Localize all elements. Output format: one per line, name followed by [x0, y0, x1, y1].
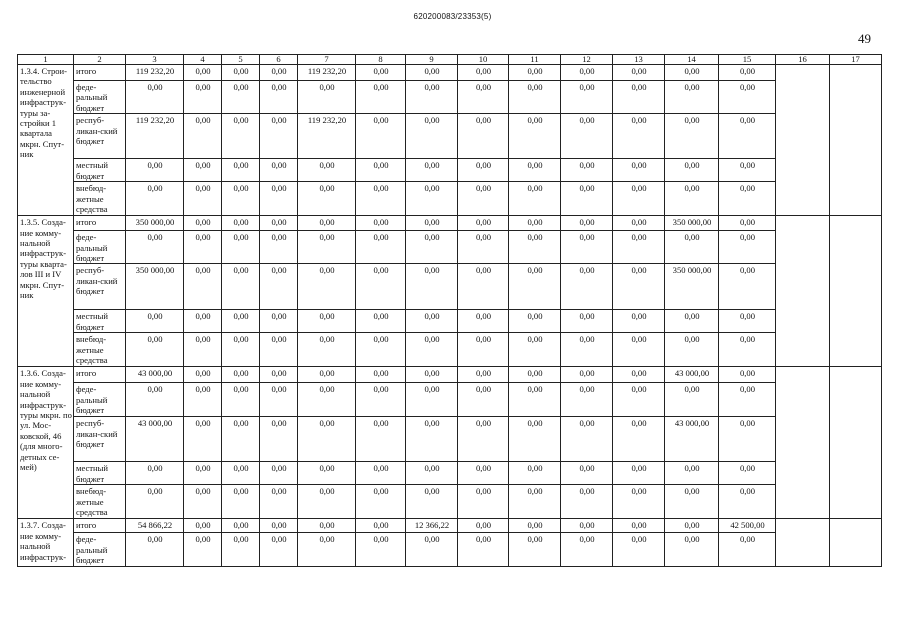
value-cell: 0,00 — [613, 264, 665, 310]
value-cell: 0,00 — [458, 159, 509, 182]
section-title: 1.3.7. Созда-ние комму-нальной инфраструк- — [18, 519, 74, 566]
value-cell: 0,00 — [356, 367, 406, 383]
funding-source: внебюд-жетные средства — [74, 485, 126, 519]
value-cell: 0,00 — [406, 216, 458, 231]
value-cell: 0,00 — [458, 519, 509, 533]
value-cell: 0,00 — [406, 533, 458, 566]
value-cell: 0,00 — [298, 367, 356, 383]
table-row — [18, 264, 882, 310]
funding-source: итого — [74, 519, 126, 533]
value-cell: 0,00 — [561, 383, 613, 417]
value-cell: 0,00 — [613, 114, 665, 159]
funding-source: итого — [74, 367, 126, 383]
column-header: 3 — [126, 55, 184, 65]
value-cell: 0,00 — [719, 264, 776, 310]
section-title: 1.3.6. Созда-ние комму-нальной инфраструк-туры мкрн. по ул. Мос-ковской, 46 (для много-детных се-мей) — [18, 367, 74, 519]
value-cell: 0,00 — [458, 333, 509, 367]
section-title: 1.3.4. Строи-тельство инженерной инфраструк-туры за-стройки 1 квартала мкрн. Спут-ник — [18, 65, 74, 216]
value-cell: 0,00 — [184, 383, 222, 417]
value-cell: 0,00 — [406, 485, 458, 519]
value-cell: 0,00 — [260, 367, 298, 383]
value-cell: 0,00 — [356, 114, 406, 159]
column-header: 5 — [222, 55, 260, 65]
value-cell: 0,00 — [561, 159, 613, 182]
value-cell: 0,00 — [260, 462, 298, 485]
value-cell: 0,00 — [719, 216, 776, 231]
value-cell: 0,00 — [222, 333, 260, 367]
value-cell: 0,00 — [298, 310, 356, 333]
value-cell: 0,00 — [222, 533, 260, 566]
value-cell: 0,00 — [719, 462, 776, 485]
value-cell: 0,00 — [561, 333, 613, 367]
value-cell: 0,00 — [260, 182, 298, 216]
value-cell: 0,00 — [458, 114, 509, 159]
column-header: 17 — [830, 55, 882, 65]
value-cell: 0,00 — [126, 533, 184, 566]
value-cell: 0,00 — [719, 533, 776, 566]
value-cell: 0,00 — [260, 533, 298, 566]
funding-source: местный бюджет — [74, 462, 126, 485]
value-cell: 0,00 — [509, 231, 561, 264]
value-cell: 0,00 — [298, 264, 356, 310]
value-cell: 0,00 — [613, 182, 665, 216]
value-cell: 0,00 — [665, 383, 719, 417]
value-cell: 0,00 — [260, 417, 298, 462]
value-cell: 0,00 — [561, 114, 613, 159]
value-cell: 0,00 — [222, 519, 260, 533]
value-cell: 0,00 — [356, 231, 406, 264]
column-header: 16 — [776, 55, 830, 65]
table-row — [18, 533, 882, 566]
value-cell: 0,00 — [665, 114, 719, 159]
value-cell: 0,00 — [719, 65, 776, 81]
value-cell: 0,00 — [406, 182, 458, 216]
value-cell: 0,00 — [184, 231, 222, 264]
value-cell: 0,00 — [126, 383, 184, 417]
value-cell: 0,00 — [458, 81, 509, 114]
value-cell: 0,00 — [298, 485, 356, 519]
value-cell: 0,00 — [458, 182, 509, 216]
value-cell: 43 000,00 — [665, 417, 719, 462]
value-cell: 0,00 — [126, 310, 184, 333]
value-cell: 0,00 — [184, 519, 222, 533]
column-header: 7 — [298, 55, 356, 65]
value-cell: 12 366,22 — [406, 519, 458, 533]
value-cell: 0,00 — [458, 485, 509, 519]
value-cell: 0,00 — [458, 65, 509, 81]
empty-col-16 — [776, 367, 830, 519]
value-cell: 0,00 — [458, 417, 509, 462]
table-row — [18, 485, 882, 519]
value-cell: 0,00 — [222, 383, 260, 417]
column-header: 6 — [260, 55, 298, 65]
value-cell: 0,00 — [184, 65, 222, 81]
value-cell: 0,00 — [719, 417, 776, 462]
value-cell: 0,00 — [458, 533, 509, 566]
value-cell: 0,00 — [665, 310, 719, 333]
value-cell: 0,00 — [458, 383, 509, 417]
value-cell: 0,00 — [561, 462, 613, 485]
value-cell: 0,00 — [298, 231, 356, 264]
table-row — [18, 462, 882, 485]
value-cell: 0,00 — [561, 310, 613, 333]
value-cell: 0,00 — [719, 367, 776, 383]
funding-source: респуб-ликан-ский бюджет — [74, 264, 126, 310]
value-cell: 0,00 — [509, 81, 561, 114]
value-cell: 0,00 — [406, 383, 458, 417]
empty-col-16 — [776, 216, 830, 367]
funding-source: феде-ральный бюджет — [74, 533, 126, 566]
value-cell: 0,00 — [561, 231, 613, 264]
value-cell: 0,00 — [298, 417, 356, 462]
page-number: 49 — [858, 31, 871, 46]
budget-table — [17, 54, 882, 567]
value-cell: 119 232,20 — [126, 114, 184, 159]
value-cell: 350 000,00 — [126, 264, 184, 310]
value-cell: 0,00 — [356, 182, 406, 216]
value-cell: 0,00 — [665, 159, 719, 182]
value-cell: 0,00 — [260, 231, 298, 264]
table-row — [18, 333, 882, 367]
value-cell: 0,00 — [126, 231, 184, 264]
value-cell: 0,00 — [613, 65, 665, 81]
value-cell: 0,00 — [184, 462, 222, 485]
column-header: 8 — [356, 55, 406, 65]
value-cell: 0,00 — [406, 417, 458, 462]
value-cell: 0,00 — [613, 367, 665, 383]
table-row — [18, 519, 882, 533]
empty-col-16 — [776, 519, 830, 566]
column-header: 2 — [74, 55, 126, 65]
value-cell: 0,00 — [665, 231, 719, 264]
value-cell: 0,00 — [509, 333, 561, 367]
value-cell: 0,00 — [356, 519, 406, 533]
value-cell: 0,00 — [458, 216, 509, 231]
value-cell: 0,00 — [260, 114, 298, 159]
value-cell: 0,00 — [561, 182, 613, 216]
value-cell: 0,00 — [126, 333, 184, 367]
value-cell: 0,00 — [184, 159, 222, 182]
column-header: 4 — [184, 55, 222, 65]
value-cell: 0,00 — [665, 462, 719, 485]
value-cell: 350 000,00 — [126, 216, 184, 231]
value-cell: 0,00 — [561, 417, 613, 462]
value-cell: 0,00 — [406, 81, 458, 114]
value-cell: 0,00 — [406, 367, 458, 383]
funding-source: внебюд-жетные средства — [74, 333, 126, 367]
section-title: 1.3.5. Созда-ние комму-нальной инфраструк-туры кварта-лов III и IV мкрн. Спут-ник — [18, 216, 74, 367]
value-cell: 0,00 — [613, 310, 665, 333]
table-row — [18, 367, 882, 383]
document-id: 620200083/23353(5) — [413, 12, 492, 21]
column-header: 14 — [665, 55, 719, 65]
value-cell: 0,00 — [613, 231, 665, 264]
value-cell: 0,00 — [222, 216, 260, 231]
value-cell: 0,00 — [222, 81, 260, 114]
column-header: 13 — [613, 55, 665, 65]
value-cell: 0,00 — [719, 182, 776, 216]
value-cell: 0,00 — [222, 182, 260, 216]
empty-col-17 — [830, 367, 882, 519]
value-cell: 0,00 — [613, 383, 665, 417]
value-cell: 0,00 — [458, 367, 509, 383]
value-cell: 0,00 — [458, 231, 509, 264]
empty-col-17 — [830, 65, 882, 216]
value-cell: 0,00 — [613, 485, 665, 519]
value-cell: 0,00 — [356, 310, 406, 333]
value-cell: 0,00 — [458, 310, 509, 333]
value-cell: 0,00 — [260, 159, 298, 182]
value-cell: 0,00 — [509, 264, 561, 310]
value-cell: 0,00 — [222, 367, 260, 383]
value-cell: 0,00 — [126, 485, 184, 519]
value-cell: 0,00 — [665, 519, 719, 533]
value-cell: 0,00 — [509, 159, 561, 182]
value-cell: 0,00 — [613, 333, 665, 367]
value-cell: 0,00 — [665, 65, 719, 81]
value-cell: 0,00 — [298, 81, 356, 114]
value-cell: 0,00 — [719, 231, 776, 264]
funding-source: респуб-ликан-ский бюджет — [74, 114, 126, 159]
value-cell: 0,00 — [406, 310, 458, 333]
empty-col-16 — [776, 65, 830, 216]
value-cell: 0,00 — [561, 65, 613, 81]
value-cell: 0,00 — [126, 159, 184, 182]
value-cell: 119 232,20 — [298, 114, 356, 159]
funding-source: местный бюджет — [74, 310, 126, 333]
column-header: 10 — [458, 55, 509, 65]
value-cell: 0,00 — [561, 216, 613, 231]
value-cell: 350 000,00 — [665, 216, 719, 231]
column-header: 1 — [18, 55, 74, 65]
value-cell: 0,00 — [561, 485, 613, 519]
value-cell: 0,00 — [356, 333, 406, 367]
value-cell: 0,00 — [665, 485, 719, 519]
value-cell: 0,00 — [356, 216, 406, 231]
value-cell: 0,00 — [561, 533, 613, 566]
value-cell: 0,00 — [509, 485, 561, 519]
value-cell: 0,00 — [184, 367, 222, 383]
value-cell: 0,00 — [509, 417, 561, 462]
value-cell: 0,00 — [222, 159, 260, 182]
value-cell: 0,00 — [222, 65, 260, 81]
value-cell: 0,00 — [184, 310, 222, 333]
value-cell: 0,00 — [356, 81, 406, 114]
value-cell: 0,00 — [406, 333, 458, 367]
value-cell: 0,00 — [260, 485, 298, 519]
value-cell: 0,00 — [222, 485, 260, 519]
value-cell: 0,00 — [126, 462, 184, 485]
value-cell: 0,00 — [298, 519, 356, 533]
header-row — [18, 55, 882, 65]
value-cell: 0,00 — [356, 264, 406, 310]
value-cell: 0,00 — [126, 182, 184, 216]
value-cell: 0,00 — [719, 114, 776, 159]
value-cell: 0,00 — [222, 310, 260, 333]
table-row — [18, 216, 882, 231]
value-cell: 0,00 — [458, 462, 509, 485]
funding-source: местный бюджет — [74, 159, 126, 182]
value-cell: 0,00 — [509, 114, 561, 159]
funding-source: респуб-ликан-ский бюджет — [74, 417, 126, 462]
funding-source: внебюд-жетные средства — [74, 182, 126, 216]
value-cell: 0,00 — [509, 367, 561, 383]
value-cell: 0,00 — [222, 231, 260, 264]
value-cell: 0,00 — [665, 533, 719, 566]
table-row — [18, 417, 882, 462]
empty-col-17 — [830, 519, 882, 566]
value-cell: 0,00 — [356, 485, 406, 519]
value-cell: 0,00 — [509, 533, 561, 566]
value-cell: 0,00 — [509, 462, 561, 485]
funding-source: феде-ральный бюджет — [74, 81, 126, 114]
value-cell: 0,00 — [222, 462, 260, 485]
value-cell: 0,00 — [260, 81, 298, 114]
value-cell: 0,00 — [356, 462, 406, 485]
value-cell: 0,00 — [298, 383, 356, 417]
value-cell: 0,00 — [406, 65, 458, 81]
value-cell: 0,00 — [260, 519, 298, 533]
value-cell: 43 000,00 — [126, 367, 184, 383]
value-cell: 0,00 — [719, 159, 776, 182]
value-cell: 0,00 — [298, 182, 356, 216]
empty-col-17 — [830, 216, 882, 367]
value-cell: 0,00 — [719, 485, 776, 519]
value-cell: 0,00 — [184, 264, 222, 310]
value-cell: 0,00 — [719, 81, 776, 114]
value-cell: 0,00 — [613, 159, 665, 182]
value-cell: 0,00 — [184, 417, 222, 462]
value-cell: 0,00 — [222, 417, 260, 462]
value-cell: 0,00 — [298, 462, 356, 485]
column-header: 9 — [406, 55, 458, 65]
value-cell: 350 000,00 — [665, 264, 719, 310]
table-row — [18, 114, 882, 159]
value-cell: 0,00 — [561, 264, 613, 310]
value-cell: 0,00 — [298, 159, 356, 182]
column-header: 12 — [561, 55, 613, 65]
value-cell: 0,00 — [561, 367, 613, 383]
value-cell: 0,00 — [719, 333, 776, 367]
value-cell: 0,00 — [561, 519, 613, 533]
value-cell: 0,00 — [509, 519, 561, 533]
value-cell: 0,00 — [260, 333, 298, 367]
table-row — [18, 65, 882, 81]
value-cell: 42 500,00 — [719, 519, 776, 533]
value-cell: 0,00 — [509, 182, 561, 216]
value-cell: 0,00 — [356, 159, 406, 182]
value-cell: 0,00 — [356, 417, 406, 462]
value-cell: 0,00 — [613, 417, 665, 462]
value-cell: 0,00 — [260, 216, 298, 231]
table-row — [18, 159, 882, 182]
funding-source: итого — [74, 216, 126, 231]
value-cell: 0,00 — [260, 310, 298, 333]
value-cell: 0,00 — [406, 114, 458, 159]
value-cell: 0,00 — [665, 182, 719, 216]
value-cell: 0,00 — [356, 65, 406, 81]
value-cell: 0,00 — [509, 216, 561, 231]
value-cell: 0,00 — [260, 264, 298, 310]
value-cell: 0,00 — [509, 310, 561, 333]
value-cell: 54 866,22 — [126, 519, 184, 533]
value-cell: 0,00 — [613, 519, 665, 533]
value-cell: 0,00 — [509, 383, 561, 417]
value-cell: 0,00 — [260, 383, 298, 417]
value-cell: 0,00 — [356, 533, 406, 566]
column-header: 11 — [509, 55, 561, 65]
value-cell: 0,00 — [184, 114, 222, 159]
funding-source: итого — [74, 65, 126, 81]
column-header: 15 — [719, 55, 776, 65]
value-cell: 0,00 — [613, 216, 665, 231]
value-cell: 0,00 — [260, 65, 298, 81]
value-cell: 0,00 — [406, 264, 458, 310]
table-row — [18, 383, 882, 417]
value-cell: 0,00 — [298, 216, 356, 231]
value-cell: 119 232,20 — [126, 65, 184, 81]
value-cell: 0,00 — [613, 462, 665, 485]
value-cell: 0,00 — [184, 216, 222, 231]
value-cell: 0,00 — [356, 383, 406, 417]
value-cell: 0,00 — [665, 333, 719, 367]
value-cell: 0,00 — [184, 533, 222, 566]
value-cell: 0,00 — [406, 231, 458, 264]
value-cell: 0,00 — [561, 81, 613, 114]
value-cell: 43 000,00 — [665, 367, 719, 383]
value-cell: 119 232,20 — [298, 65, 356, 81]
funding-source: феде-ральный бюджет — [74, 383, 126, 417]
value-cell: 0,00 — [222, 114, 260, 159]
value-cell: 0,00 — [406, 159, 458, 182]
value-cell: 0,00 — [222, 264, 260, 310]
value-cell: 0,00 — [665, 81, 719, 114]
value-cell: 0,00 — [298, 333, 356, 367]
value-cell: 0,00 — [184, 485, 222, 519]
value-cell: 0,00 — [719, 383, 776, 417]
value-cell: 0,00 — [719, 310, 776, 333]
value-cell: 0,00 — [184, 81, 222, 114]
table-row — [18, 231, 882, 264]
value-cell: 0,00 — [406, 462, 458, 485]
value-cell: 0,00 — [184, 333, 222, 367]
value-cell: 0,00 — [298, 533, 356, 566]
value-cell: 0,00 — [458, 264, 509, 310]
table-row — [18, 81, 882, 114]
value-cell: 0,00 — [126, 81, 184, 114]
value-cell: 0,00 — [613, 533, 665, 566]
funding-source: феде-ральный бюджет — [74, 231, 126, 264]
value-cell: 0,00 — [509, 65, 561, 81]
value-cell: 0,00 — [613, 81, 665, 114]
value-cell: 43 000,00 — [126, 417, 184, 462]
table-row — [18, 310, 882, 333]
table-row — [18, 182, 882, 216]
value-cell: 0,00 — [184, 182, 222, 216]
